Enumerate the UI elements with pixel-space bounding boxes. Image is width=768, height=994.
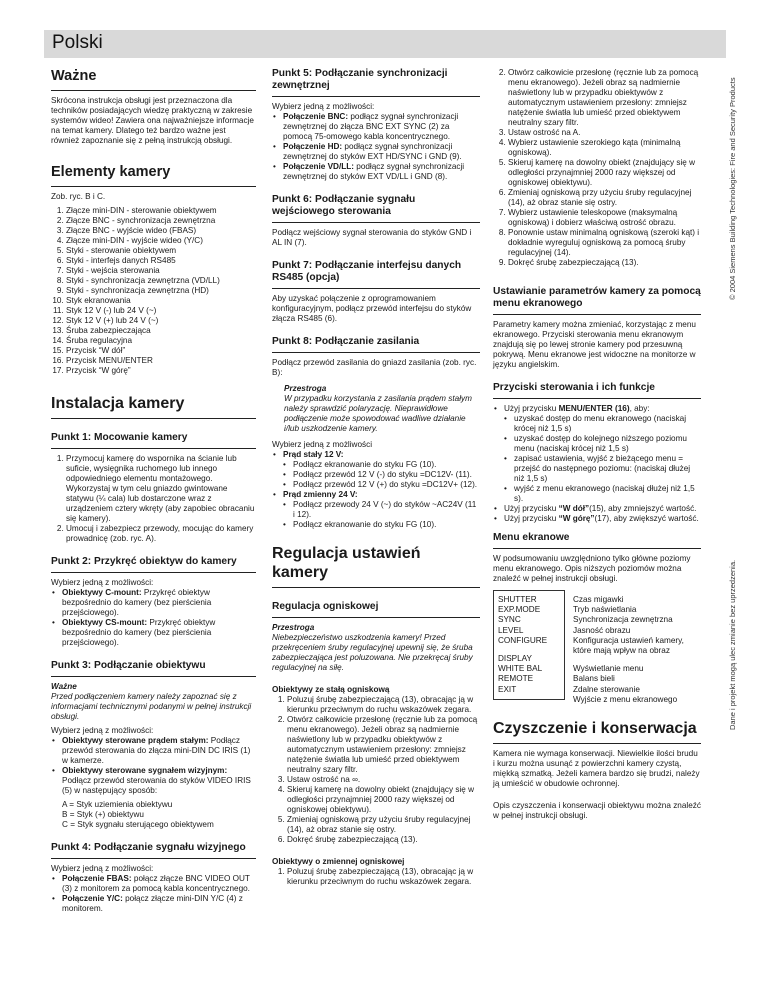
step-1-item: 2. Umocuj i zabezpiecz przewody, mocując do kamery prowadnicę (zob. ryc. A).	[66, 524, 256, 544]
zmienna-item: 2. Otwórz całkowicie przesłonę (ręcznie lub za pomocą menu ekranowego). Jeżeli obraz są nadmiernie naświetlony lub w przypadku obiektywów z automatycznym ustawieniem przesłony: zmniejsz natężenie światła lub umieść przed obiektywem neutralny szary filtr.	[508, 68, 701, 128]
divider	[51, 676, 256, 677]
step-1-list	[51, 454, 256, 544]
step-3-code: B = Styk (+) obiektywu	[62, 810, 144, 819]
step-2-item: • Obiektywy CS-mount: Przykręć obiektyw bezpośrednio do kamery (bez pierścienia przejściowego).	[62, 618, 256, 648]
step-6-text: Podłącz wejściowy sygnał sterowania do styków GND i AL IN (7).	[272, 228, 472, 247]
element-item: 6. Styki - interfejs danych RS485	[66, 256, 256, 266]
divider	[272, 96, 480, 97]
divider	[493, 548, 701, 549]
menu-enter-sublist	[504, 414, 701, 504]
element-item: 3. Złącze BNC - wyjście wideo (FBAS)	[66, 226, 256, 236]
menu-key: REMOTE	[498, 674, 534, 684]
language-title: Polski	[52, 32, 103, 53]
divider	[51, 418, 256, 419]
element-item: 14. Śruba regulacyjna	[66, 336, 256, 346]
stala-title: Obiektywy ze stałą ogniskową	[272, 685, 390, 694]
step-7-text: Aby uzyskać połączenie z oprogramowaniem konfiguracyjnym, podłącz przewód interfejsu do styków złącza RS485 (6).	[272, 294, 472, 323]
step-1-item: 1. Przymocuj kamerę do wspornika na ścianie lub suficie, wysięgnika ruchomego lub innego odpowiedniego elementu montażowego. Wykorzystaj w tym celu gniazdo gwintowane statywu (¼ cala) lub dostarczone wraz z urządzeniem cztery wkręty (aby zapobiec obracaniu się kamery).	[66, 454, 256, 524]
menu-keys-box	[493, 590, 565, 700]
elementy-list	[51, 206, 256, 376]
zmienna-item: 5. Skieruj kamerę na dowolny obiekt (znajdujący się w odległości przynajmniej 2000 razy większej od ogniskowej obiektywu).	[508, 158, 701, 188]
divider	[51, 186, 256, 187]
divider	[493, 314, 701, 315]
zmienna-item: 6. Zmieniaj ogniskową przy użyciu śruby regulacyjnej (14), aż obraz stanie się ostry.	[508, 188, 701, 208]
section-title-czyszczenie: Czyszczenie i konserwacja	[493, 720, 697, 738]
step-2-intro: Wybierz jedną z możliwości:	[51, 578, 154, 587]
menu-ekranowe-title: Menu ekranowe	[493, 532, 570, 543]
menu-enter-subitem: • uzyskać dostęp do menu ekranowego (naciskaj krócej niż 1,5 s)	[514, 414, 701, 434]
language-header	[44, 30, 726, 58]
zmienna-title: Obiektywy o zmiennej ogniskowej	[272, 857, 405, 866]
stala-item: 5. Zmieniaj ogniskową przy użyciu śruby regulacyjnej (14), aż obraz stanie się ostry.	[287, 815, 480, 835]
menu-description: Zdalne sterowanie	[573, 684, 640, 694]
divider	[493, 398, 701, 399]
step-5-title: Punkt 5: Podłączanie synchronizacji zewnętrznej	[272, 68, 448, 91]
wazne-text: Skrócona instrukcja obsługi jest przeznaczona dla techników posiadających wiedzę praktyczną w zakresie systemów wideo! Zawiera ona najważniejsze informacje na temat kamery. Dlatego też bardzo ważne jest również zapoznanie się z pełną instrukcją obsługi.	[51, 96, 254, 145]
section-title-regulacja: Regulacja ustawień kamery	[272, 545, 421, 581]
section-title-wazne: Ważne	[51, 68, 97, 84]
divider	[51, 858, 256, 859]
menu-key: CONFIGURE	[498, 635, 548, 645]
step-5-item: • Połączenie VD/LL: podłącz sygnał synchronizacji zewnętrznej do styków EXT VD/LL i GND (8).	[283, 162, 480, 182]
step-8-warn-title: Przestroga	[284, 384, 327, 393]
step-3-warn-title: Ważne	[51, 682, 77, 691]
disclaimer-note: Dane i projekt mogą ulec zmianie bez uprzedzenia.	[728, 559, 737, 730]
menu-description: które mają wpływ na obraz	[573, 646, 670, 656]
menu-description: Tryb naświetlania	[573, 605, 637, 615]
ogniskowa-warn-text: Niebezpieczeństwo uszkodzenia kamery! Przed przekręceniem śruby regulacyjnej upewnij się, że śruba zabezpieczająca jest poluzowana. Nie przekręcaj śruby regulacyjnej na siłę.	[272, 633, 473, 672]
column-1	[51, 68, 256, 918]
element-item: 1. Złącze mini-DIN - sterowanie obiektywem	[66, 206, 256, 216]
przyciski-title: Przyciski sterowania i ich funkcje	[493, 382, 655, 393]
step-2-list	[51, 588, 256, 648]
menu-enter-subitem: • uzyskać dostęp do kolejnego niższego poziomu menu (naciskaj krócej niż 1,5 s)	[514, 434, 701, 454]
section-title-instalacja: Instalacja kamery	[51, 395, 185, 412]
zmienna-item: 4. Wybierz ustawienie szerokiego kąta (minimalną ogniskową).	[508, 138, 701, 158]
menu-param-text: Parametry kamery można zmieniać, korzystając z menu ekranowego. Przyciski sterowania menu ekranowym znajdują się po lewej stronie kamery pod przesuwną pokrywą. Menu ekranowe jest widoczne na monitorze w języku angielskim.	[493, 320, 696, 369]
dc-power-item: • Podłącz ekranowanie do styku FG (10).	[293, 460, 480, 470]
dc-power-item: • Podłącz przewód 12 V (+) do styku =DC12V+ (12).	[293, 480, 480, 490]
step-7-title: Punkt 7: Podłączanie interfejsu danych RS485 (opcja)	[272, 260, 462, 283]
step-5-item: • Połączenie HD: podłącz sygnał synchronizacji zewnętrznej do styków EXT HD/SYNC i GND (9).	[283, 142, 480, 162]
zmienna-item: 8. Ponownie ustaw minimalną ogniskową (szeroki kąt) i dokładnie wyreguluj ogniskową za pomocą śruby regulacyjnej (14).	[508, 228, 701, 258]
zmienna-item: 7. Wybierz ustawienie teleskopowe (maksymalną ogniskową) i dobierz właściwą ostrość obrazu.	[508, 208, 701, 228]
ogniskowa-warn-title: Przestroga	[272, 623, 315, 632]
elementy-intro: Zob. ryc. B i C.	[51, 192, 106, 201]
menu-enter-subitem: • wyjść z menu ekranowego (naciskaj dłużej niż 1,5 s).	[514, 484, 701, 504]
menu-key: LEVEL	[498, 625, 524, 635]
step-3-code: C = Styk sygnału sterującego obiektywem	[62, 820, 214, 829]
czyszczenie-text-2: Opis czyszczenia i konserwacji obiektywu można znaleźć w pełnej instrukcji obsługi.	[493, 801, 701, 821]
zmienna-list-continued	[493, 68, 701, 268]
menu-description: Balans bieli	[573, 674, 615, 684]
menu-description: Wyświetlanie menu	[573, 664, 644, 674]
step-3-code: A = Styk uziemienia obiektywu	[62, 800, 173, 809]
column-3	[493, 68, 701, 825]
step-5-list	[272, 112, 480, 182]
divider	[51, 448, 256, 449]
step-3-codes	[51, 800, 256, 830]
element-item: 7. Styki - wejścia sterowania	[66, 266, 256, 276]
stala-list	[272, 695, 480, 845]
ac-power-title: Prąd zmienny 24 V:	[283, 490, 358, 499]
step-5-intro: Wybierz jedną z możliwości:	[272, 102, 375, 111]
element-item: 5. Styki - sterowanie obiektywem	[66, 246, 256, 256]
stala-item: 3. Ustaw ostrość na ∞.	[287, 775, 480, 785]
stala-item: 2. Otwórz całkowicie przesłonę (ręcznie lub za pomocą menu ekranowego). Jeżeli obraz są nadmiernie naświetlony lub w przypadku obiektywów z automatycznym ustawieniem przesłony: zmniejsz natężenie światła lub umieść przed obiektywem neutralny szary filtr.	[287, 715, 480, 775]
zmienna-item: 9. Dokręć śrubę zabezpieczającą (13).	[508, 258, 701, 268]
step-3-item: • Obiektywy sterowane sygnałem wizyjnym: Podłącz przewód sterowania do styków VIDEO IRIS (5) w następujący sposób:	[62, 766, 256, 796]
element-item: 17. Przycisk “W górę”	[66, 366, 256, 376]
menu-key: EXP.MODE	[498, 605, 541, 615]
copyright-note: © 2004 Siemens Building Technologies: Fire and Security Products	[728, 77, 737, 300]
step-2-title: Punkt 2: Przykręć obiektyw do kamery	[51, 556, 237, 567]
element-item: 12. Styk 12 V (+) lub 24 V (~)	[66, 316, 256, 326]
step-5-item: • Połączenie BNC: podłącz sygnał synchronizacji zewnętrznej do złącza BNC EXT SYNC (2) za pomocą 75-omowego kabla koncentrycznego.	[283, 112, 480, 142]
dc-power-title: Prąd stały 12 V:	[283, 450, 344, 459]
menu-descriptions	[573, 590, 693, 705]
element-item: 13. Śruba zabezpieczająca	[66, 326, 256, 336]
ac-power-item: • Podłącz przewody 24 V (~) do styków ~AC24V (11 i 12).	[293, 500, 480, 520]
dc-power-item: • Podłącz przewód 12 V (-) do styku =DC12V- (11).	[293, 470, 480, 480]
element-item: 10. Styk ekranowania	[66, 296, 256, 306]
step-8-text: Podłącz przewód zasilania do gniazd zasilania (zob. ryc. B):	[272, 358, 477, 377]
step-2-item: • Obiektywy C-mount: Przykręć obiektyw bezpośrednio do kamery (bez pierścienia przejściowego).	[62, 588, 256, 618]
menu-key: DISPLAY	[498, 654, 532, 664]
step-8-title: Punkt 8: Podłączanie zasilania	[272, 336, 420, 347]
element-item: 9. Styki - synchronizacja zewnętrzna (HD)	[66, 286, 256, 296]
menu-description: Synchronizacja zewnętrzna	[573, 615, 673, 625]
czyszczenie-text: Kamera nie wymaga konserwacji. Niewielkie ilości brudu i kurzu można usunąć z powierzchni kamery czystą, miękką szmatką. Jeżeli kamera bardzo się brudzi, należy ją umieścić w obudowie ochronnej.	[493, 749, 700, 789]
stala-item: 6. Dokręć śrubę zabezpieczającą (13).	[287, 835, 480, 845]
menu-description: Jasność obrazu	[573, 625, 631, 635]
ogniskowa-title: Regulacja ogniskowej	[272, 601, 379, 612]
step-3-list	[51, 736, 256, 796]
section-title-elementy: Elementy kamery	[51, 164, 171, 180]
divider	[272, 222, 480, 223]
divider	[272, 352, 480, 353]
element-item: 16. Przycisk MENU/ENTER	[66, 356, 256, 366]
zmienna-item: 1. Poluzuj śrubę zabezpieczającą (13), obracając ją w kierunku przeciwnym do ruchu wskazówek zegara.	[287, 867, 480, 887]
divider	[51, 572, 256, 573]
step-8-warn-text: W przypadku korzystania z zasilania prądem stałym należy sprawdzić polaryzację. Nieprawidłowe podłączenie może spowodować wadliwe działanie i/lub uszkodzenie kamery.	[284, 394, 472, 433]
step-4-intro: Wybierz jedną z możliwości:	[51, 864, 154, 873]
element-item: 8. Styki - synchronizacja zewnętrzna (VD/LL)	[66, 276, 256, 286]
step-3-item: • Obiektywy sterowane prądem stałym: Podłącz przewód sterowania do złącza mini-DIN DC IRIS (1) w kamerze.	[62, 736, 256, 766]
menu-key: EXIT	[498, 684, 517, 694]
step-4-list	[51, 874, 256, 914]
menu-description: Wyjście z menu ekranowego	[573, 694, 678, 704]
menu-enter-subitem: • zapisać ustawienia, wyjść z bieżącego menu = przejść do następnego poziomu: (naciskaj dłużej niż 1,5 s)	[514, 454, 701, 484]
step-3-intro: Wybierz jedną z możliwości:	[51, 726, 154, 735]
ac-power-item: • Podłącz ekranowanie do styku FG (10).	[293, 520, 480, 530]
menu-key: SYNC	[498, 615, 521, 625]
step-4-title: Punkt 4: Podłączanie sygnału wizyjnego	[51, 842, 246, 853]
zmienna-list	[272, 867, 480, 887]
step-3-title: Punkt 3: Podłączanie obiektywu	[51, 660, 206, 671]
divider	[51, 90, 256, 91]
up-button-item: • Użyj przycisku “W górę”(17), aby zwiększyć wartość.	[504, 514, 701, 524]
menu-ekranowe-text: W podsumowaniu uwzględniono tylko główne poziomy menu ekranowego. Opis niższych poziomów można znaleźć w pełnej instrukcji obsługi.	[493, 554, 691, 583]
step-4-item: • Połączenie Y/C: połącz złącze mini-DIN Y/C (4) z monitorem.	[62, 894, 256, 914]
element-item: 4. Złącze mini-DIN - wyjście wideo (Y/C)	[66, 236, 256, 246]
step-4-item: • Połączenie FBAS: połącz złącze BNC VIDEO OUT (3) z monitorem za pomocą kabla koncentrycznego.	[62, 874, 256, 894]
stala-item: 1. Poluzuj śrubę zabezpieczającą (13), obracając ją w kierunku przeciwnym do ruchu wskazówek zegara.	[287, 695, 480, 715]
zmienna-item: 3. Ustaw ostrość na A.	[508, 128, 701, 138]
menu-key: SHUTTER	[498, 595, 537, 604]
step-6-title: Punkt 6: Podłączanie sygnału wejściowego sterowania	[272, 194, 416, 217]
menu-param-title: Ustawianie parametrów kamery za pomocą menu ekranowego	[493, 286, 701, 309]
stala-item: 4. Skieruj kamerę na dowolny obiekt (znajdujący się w odległości przynajmniej 2000 razy większej od ogniskowej obiektywu).	[287, 785, 480, 815]
element-item: 11. Styk 12 V (-) lub 24 V (~)	[66, 306, 256, 316]
menu-enter-item: • Użyj przycisku MENU/ENTER (16), aby: • uzyskać dostęp do menu ekranowego (naciskaj krócej niż 1,5 s) • uzyskać dostęp do kolejnego niższego poziomu menu (naciskaj krócej niż 1,5 s) • zapisać ustawienia, wyjść z bieżącego menu = przejść do następnego poziomu: (naciskaj dłużej niż 1,5 s) • wyjść z menu ekranowego (naciskaj dłużej niż 1,5 s).	[504, 404, 701, 504]
step-8-intro: Wybierz jedną z możliwości	[272, 440, 373, 449]
menu-description: Czas migawki	[573, 595, 624, 604]
divider	[272, 288, 480, 289]
element-item: 2. Złącze BNC - synchronizacja zewnętrzna	[66, 216, 256, 226]
column-2	[272, 68, 480, 891]
divider	[493, 743, 701, 744]
element-item: 15. Przycisk “W dół”	[66, 346, 256, 356]
divider	[272, 617, 480, 618]
dc-power-list	[283, 460, 480, 490]
menu-table	[493, 590, 701, 705]
menu-key: WHITE BAL	[498, 664, 543, 674]
step-3-warn-text: Przed podłączeniem kamery należy zapoznać się z informacjami technicznymi podanymi w pełnej instrukcji obsługi.	[51, 692, 252, 721]
step-1-title: Punkt 1: Mocowanie kamery	[51, 432, 188, 443]
divider	[272, 587, 480, 588]
down-button-item: • Użyj przycisku “W dół”(15), aby zmniejszyć wartość.	[504, 504, 701, 514]
menu-description: Konfiguracja ustawień kamery,	[573, 635, 684, 645]
ac-power-list	[283, 500, 480, 530]
